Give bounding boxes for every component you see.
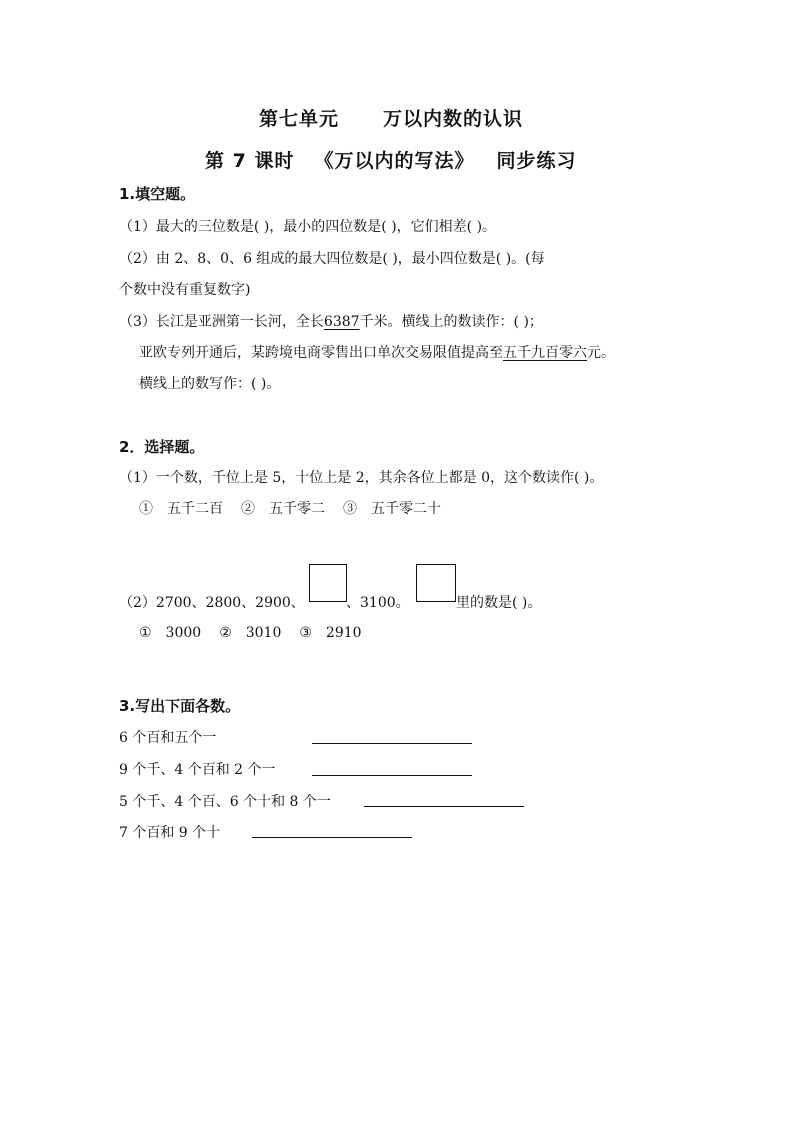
s1-q3b-unit: 元。 [587, 345, 615, 361]
s2-q1-option-1: ① 五千二百 [139, 501, 223, 517]
unit-title [259, 104, 523, 131]
unit-name: 万以内数的认识 [383, 108, 524, 130]
s3-answer-line-1 [312, 743, 472, 744]
s3-item-1: 6 个百和五个一 [119, 730, 217, 746]
s2-q2-options [139, 622, 362, 642]
section-2-heading: 2．选择题。 [119, 438, 205, 456]
s1-q3-prompt: 千米。横线上的数读作：( )； [359, 314, 543, 330]
s2-q2-middle: 、3100。 [346, 595, 410, 611]
s1-question-3b [139, 342, 615, 362]
s3-item-3: 5 个千、4 个百、6 个十和 8 个一 [119, 794, 331, 810]
s2-q2-option-3: ③ 2910 [299, 625, 362, 641]
s2-q1-option-2: ② 五千零二 [241, 501, 325, 517]
s2-q2-option-2: ② 3010 [219, 625, 282, 641]
s1-question-2-line2: 个数中没有重复数字) [119, 282, 251, 298]
s2-q2-end: 里的数是( )。 [456, 595, 542, 611]
s3-item-2: 9 个千、4 个百和 2 个一 [119, 762, 276, 778]
answer-box-2 [416, 564, 456, 602]
unit-number: 第七单元 [259, 108, 340, 130]
s2-q2-option-1: ① 3000 [139, 625, 202, 641]
lesson-title [205, 146, 576, 173]
s1-q3b-text: 亚欧专列开通后，某跨境电商零售出口单次交易限值提高至 [139, 345, 503, 361]
s3-item-4: 7 个百和 9 个十 [119, 825, 221, 841]
s1-q3b-underlined-number: 五千九百零六 [503, 345, 587, 361]
lesson-number: 第 7 课时 [205, 150, 295, 172]
s1-q3-underlined-number: 6387 [323, 314, 360, 330]
lesson-name: 《万以内的写法》 [314, 150, 475, 172]
s1-question-2-line1: （2）由 2、8、0、6 组成的最大四位数是( )，最小四位数是( )。(每 [119, 251, 545, 267]
s2-q1-option-3: ③ 五千零二十 [343, 501, 441, 517]
section-1-heading: 1.填空题。 [119, 185, 196, 203]
s2-q2-start: （2）2700、2800、2900、 [119, 595, 305, 611]
lesson-type: 同步练习 [496, 150, 577, 172]
answer-box-1 [309, 564, 347, 602]
s1-question-3 [119, 311, 543, 331]
s3-answer-line-2 [312, 775, 472, 776]
s1-question-3c: 横线上的数写作：( )。 [139, 376, 281, 392]
s1-q3-text: （3）长江是亚洲第一长河，全长 [119, 314, 324, 330]
s1-question-1: （1）最大的三位数是( )，最小的四位数是( )，它们相差( )。 [119, 219, 497, 235]
s2-q1-options [139, 498, 441, 518]
s2-question-1: （1）一个数，千位上是 5，十位上是 2，其余各位上都是 0，这个数读作( )。 [119, 470, 604, 486]
s3-answer-line-3 [364, 806, 524, 807]
section-3-heading: 3.写出下面各数。 [119, 697, 241, 715]
s3-answer-line-4 [252, 837, 412, 838]
